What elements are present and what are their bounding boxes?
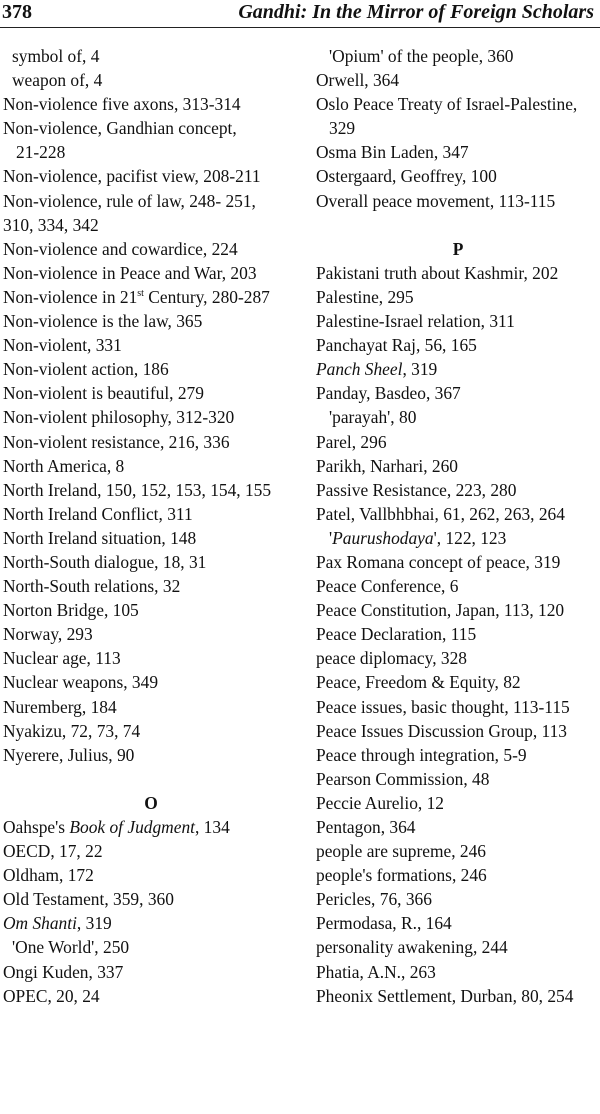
index-entry-continuation: 329 — [329, 118, 356, 139]
index-entry: Nyerere, Julius, 90 — [3, 744, 135, 765]
entry-text: Oahspe's — [3, 817, 70, 837]
index-entry: Orwell, 364 — [316, 70, 400, 91]
index-entry: 'Opium' of the people, 360 — [329, 46, 514, 66]
index-entry: Passive Resistance, 223, 280 — [316, 479, 517, 500]
index-entry: Peace through integration, 5-9 — [316, 744, 527, 765]
index-entry: 'One World', 250 — [12, 937, 130, 958]
index-entry: Palestine, 295 — [316, 286, 414, 307]
index-entry: people are supreme, 246 — [316, 841, 486, 862]
index-entry: Non-violence, pacifist view, 208-211 — [3, 166, 261, 187]
index-entry: Non-violent action, 186 — [3, 359, 169, 380]
index-entry: Nuclear age, 113 — [3, 648, 121, 669]
index-entry: Pentagon, 364 — [316, 817, 416, 837]
page-number: 378 — [2, 1, 32, 23]
index-entry: Nuremberg, 184 — [3, 696, 117, 717]
entry-text: , 319 — [76, 913, 112, 934]
index-entry: 'parayah', 80 — [329, 407, 417, 428]
index-entry: Non-violence in Peace and War, 203 — [3, 262, 257, 283]
index-entry: weapon of, 4 — [12, 70, 103, 91]
index-entry: North-South relations, 32 — [3, 576, 181, 597]
entry-text: Century, 280-287 — [143, 286, 270, 307]
index-entry: Palestine-Israel relation, 311 — [316, 311, 515, 332]
index-entry: Non-violence, rule of law, 248- 251, — [3, 190, 256, 211]
index-entry: Peccie Aurelio, 12 — [316, 792, 444, 813]
index-entry: personality awakening, 244 — [316, 937, 508, 958]
index-entry: Peace Constitution, Japan, 113, 120 — [316, 600, 565, 621]
index-entry: Nuclear weapons, 349 — [3, 672, 159, 693]
index-entry: Parel, 296 — [316, 431, 387, 452]
index-entry: Pheonix Settlement, Durban, 80, 254 — [316, 985, 574, 1006]
entry-text: , 319 — [402, 359, 438, 380]
index-entry: Non-violence five axons, 313-314 — [3, 94, 241, 115]
index-entry-continuation: 21-228 — [16, 142, 66, 163]
index-entry: OECD, 17, 22 — [3, 841, 103, 862]
index-entry: Non-violent, 331 — [3, 335, 122, 356]
index-entry: North Ireland Conflict, 311 — [3, 503, 193, 524]
index-entry: Ostergaard, Geoffrey, 100 — [316, 166, 497, 187]
index-entry: people's formations, 246 — [316, 865, 487, 886]
entry-title-italic: Book of Judgment — [69, 817, 195, 837]
index-entry: Peace issues, basic thought, 113-115 — [316, 696, 570, 717]
entry-title-italic: Paurushodaya — [332, 527, 434, 548]
index-entry: Pakistani truth about Kashmir, 202 — [316, 262, 559, 283]
index-entry: Peace, Freedom & Equity, 82 — [316, 672, 521, 693]
entry-text: Non-violence in 21 — [3, 286, 138, 307]
index-entry — [3, 285, 299, 309]
index-entry: Nyakizu, 72, 73, 74 — [3, 720, 141, 741]
index-entry: Peace Issues Discussion Group, 113 — [316, 720, 568, 741]
index-entry: Non-violence is the law, 365 — [3, 311, 203, 332]
index-entry — [316, 357, 600, 381]
index-entry: Norway, 293 — [3, 624, 93, 645]
index-entry-continuation: 310, 334, 342 — [3, 214, 99, 235]
index-entry — [316, 526, 600, 550]
index-entry: Panchayat Raj, 56, 165 — [316, 335, 477, 356]
index-entry: Norton Bridge, 105 — [3, 600, 139, 621]
index-entry: Pearson Commission, 48 — [316, 768, 490, 789]
section-letter-o: O — [144, 792, 158, 813]
entry-text: , 134 — [194, 817, 230, 837]
index-entry: Parikh, Narhari, 260 — [316, 455, 458, 476]
index-entry: Non-violent philosophy, 312-320 — [3, 407, 235, 428]
index-entry — [3, 911, 299, 935]
index-column-left — [3, 44, 299, 1008]
running-title: Gandhi: In the Mirror of Foreign Scholars — [238, 1, 594, 23]
index-entry: Non-violence, Gandhian concept, — [3, 118, 237, 139]
index-entry: Oslo Peace Treaty of Israel-Palestine, — [316, 94, 578, 115]
index-entry: symbol of, 4 — [12, 46, 100, 66]
index-entry: Non-violent resistance, 216, 336 — [3, 431, 230, 452]
index-entry: Phatia, A.N., 263 — [316, 961, 436, 982]
index-entry: Panday, Basdeo, 367 — [316, 383, 461, 404]
section-letter-p: P — [452, 238, 464, 259]
index-entry: Peace Conference, 6 — [316, 576, 459, 597]
index-entry: North Ireland situation, 148 — [3, 527, 197, 548]
superscript: st — [137, 288, 144, 300]
index-entry: Old Testament, 359, 360 — [3, 889, 174, 910]
index-entry: Patel, Vallbhbhai, 61, 262, 263, 264 — [316, 503, 565, 524]
index-entry — [3, 815, 299, 839]
entry-title-italic: Panch Sheel — [316, 359, 403, 380]
index-entry: Pericles, 76, 366 — [316, 889, 432, 910]
index-entry: OPEC, 20, 24 — [3, 985, 100, 1006]
index-entry: Overall peace movement, 113-115 — [316, 190, 556, 211]
index-column-right — [316, 44, 600, 1008]
index-entry: North-South dialogue, 18, 31 — [3, 551, 207, 572]
index-entry: Osma Bin Laden, 347 — [316, 142, 469, 163]
entry-text: ', 122, 123 — [433, 527, 507, 548]
section-spacer — [3, 767, 299, 791]
page-header — [0, 0, 600, 26]
entry-title-italic: Om Shanti — [3, 913, 77, 934]
index-entry: North America, 8 — [3, 455, 125, 476]
index-entry: North Ireland, 150, 152, 153, 154, 155 — [3, 479, 272, 500]
index-entry: Permodasa, R., 164 — [316, 913, 452, 934]
header-rule — [0, 27, 600, 28]
section-spacer — [316, 213, 600, 237]
index-entry: peace diplomacy, 328 — [316, 648, 467, 669]
index-entry: Pax Romana concept of peace, 319 — [316, 551, 561, 572]
index-entry: Ongi Kuden, 337 — [3, 961, 124, 982]
index-entry: Peace Declaration, 115 — [316, 624, 477, 645]
index-entry: Oldham, 172 — [3, 865, 94, 886]
index-entry: Non-violent is beautiful, 279 — [3, 383, 204, 404]
index-entry: Non-violence and cowardice, 224 — [3, 238, 238, 259]
entry-text: ' — [329, 527, 333, 548]
